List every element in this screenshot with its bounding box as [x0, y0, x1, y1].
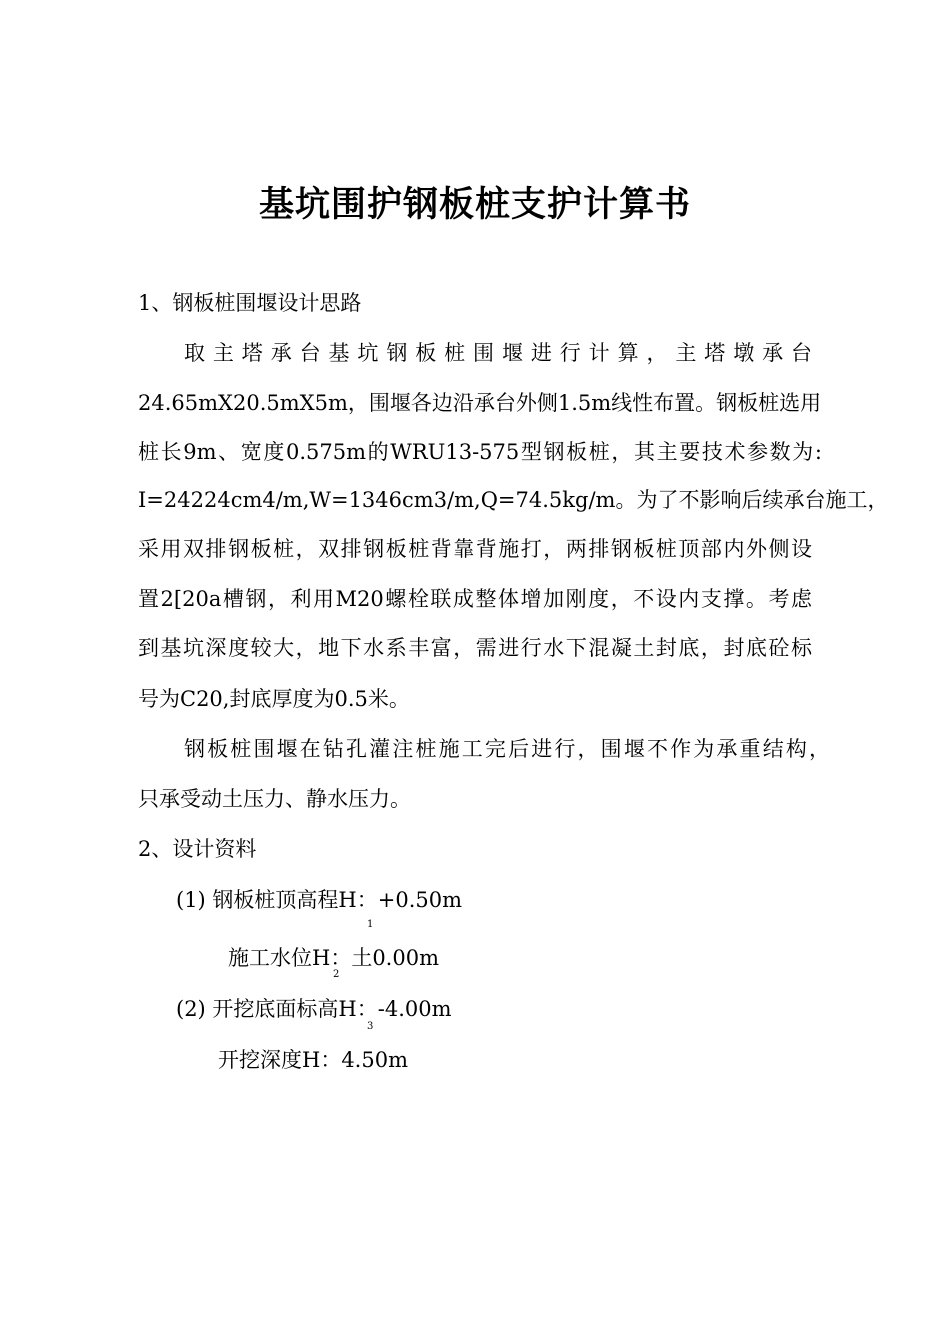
paragraph2-line: 只承受动土压力、静水压力。: [138, 787, 411, 811]
section2-heading: 2、设计资料: [138, 837, 257, 861]
design-item: (1) 钢板桩顶高程H：+0.50m: [176, 888, 463, 912]
document-title: 基坑围护钢板桩支护计算书: [258, 185, 691, 225]
paragraph1-line: I=24224cm4/m,W=1346cm3/m,Q=74.5kg/m。为了不影响后续承台施工，: [138, 488, 889, 512]
design-item-subscript: 1: [367, 919, 374, 930]
design-item: (2) 开挖底面标高H：-4.00m: [176, 997, 452, 1021]
design-item: 施工水位H：土0.00m: [228, 946, 439, 970]
paragraph2-line: 钢板桩围堰在钻孔灌注桩施工完后进行，围堰不作为承重结构，: [184, 737, 830, 761]
section1-heading: 1、钢板桩围堰设计思路: [138, 291, 362, 315]
design-item-subscript: 3: [367, 1021, 374, 1032]
paragraph1-line: 号为C20,封底厚度为0.5米。: [138, 687, 410, 711]
design-item: 开挖深度H：4.50m: [218, 1048, 408, 1072]
paragraph1-line: 24.65mX20.5mX5m，围堰各边沿承台外侧1.5m线性布置。钢板桩选用: [138, 391, 822, 415]
paragraph1-line: 到基坑深度较大，地下水系丰富，需进行水下混凝土封底，封底砼标: [138, 636, 812, 660]
design-item-subscript: 2: [333, 969, 340, 980]
paragraph1-line: 取主塔承台基坑钢板桩围堰进行计算，主塔墩承台: [184, 341, 812, 365]
paragraph1-line: 置2[20a槽钢，利用M20螺栓联成整体增加刚度，不设内支撑。考虑: [138, 587, 812, 611]
paragraph1-line: 采用双排钢板桩，双排钢板桩背靠背施打，两排钢板桩顶部内外侧设: [138, 537, 812, 561]
paragraph1-line: 桩长9m、宽度0.575m的WRU13-575型钢板桩，其主要技术参数为:: [138, 440, 822, 464]
